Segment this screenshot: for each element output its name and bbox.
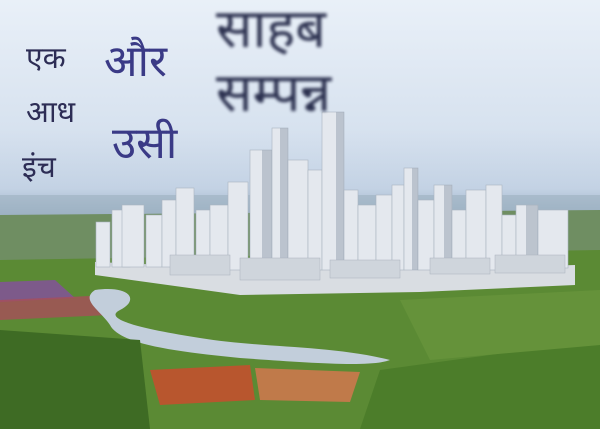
overlay-word-2: आध [26, 95, 76, 130]
overlay-word-5: उसी [112, 118, 178, 169]
overlay-word-7: सम्पन्न [216, 61, 332, 124]
orange-field [150, 365, 255, 405]
overlay-word-3: इंच [22, 150, 56, 185]
overlay-word-4: और [104, 36, 168, 87]
overlay-word-1: एक [26, 41, 66, 76]
tan-field [255, 368, 360, 402]
overlay-word-6: साहब [216, 0, 326, 60]
forest-left [0, 330, 150, 429]
